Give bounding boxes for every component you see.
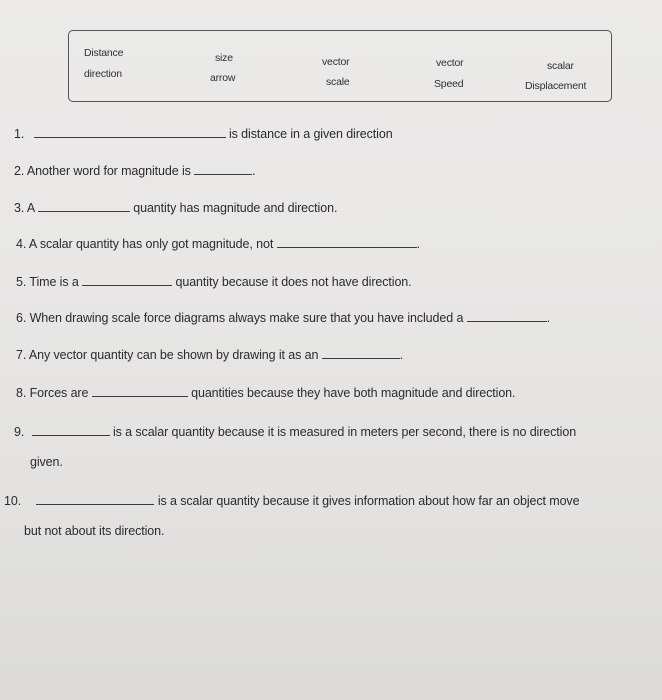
word-bank-word: arrow bbox=[210, 72, 236, 84]
question-9 bbox=[14, 424, 576, 439]
question-number: 9. bbox=[14, 425, 25, 439]
answer-blank[interactable] bbox=[92, 385, 188, 397]
question-number: 5. bbox=[16, 275, 27, 289]
answer-blank[interactable] bbox=[34, 126, 226, 138]
question-9-continuation: given. bbox=[30, 455, 63, 469]
word-bank-word: scalar bbox=[547, 60, 574, 72]
question-text: . bbox=[546, 311, 551, 325]
question-10-continuation: but not about its direction. bbox=[24, 524, 165, 538]
answer-blank[interactable] bbox=[32, 424, 110, 436]
word-bank-word: Speed bbox=[434, 78, 464, 90]
question-number: 7. bbox=[16, 348, 27, 362]
question-4 bbox=[16, 236, 420, 251]
word-bank-word: vector bbox=[436, 57, 464, 69]
question-number: 8. bbox=[16, 386, 27, 400]
word-bank-word: Distance bbox=[84, 47, 124, 59]
question-text: Another word for magnitude is bbox=[26, 164, 191, 178]
question-6 bbox=[16, 310, 550, 325]
question-text: quantities because they have both magnitude and direction. bbox=[191, 386, 516, 400]
question-text: quantity has magnitude and direction. bbox=[133, 201, 338, 215]
question-3 bbox=[14, 200, 337, 215]
question-number: 2. bbox=[14, 164, 25, 178]
answer-blank[interactable] bbox=[38, 200, 130, 212]
answer-blank[interactable] bbox=[467, 310, 547, 322]
question-number: 6. bbox=[16, 311, 27, 325]
question-number: 1. bbox=[14, 127, 25, 141]
question-1 bbox=[14, 126, 393, 141]
word-bank-word: scale bbox=[326, 76, 350, 88]
question-text: . bbox=[416, 237, 420, 251]
question-text: Forces are bbox=[29, 386, 89, 400]
question-text: When drawing scale force diagrams always make sure that you have included a bbox=[29, 311, 464, 325]
answer-blank[interactable] bbox=[36, 493, 154, 505]
question-7 bbox=[16, 347, 403, 362]
question-number: 10. bbox=[4, 494, 22, 508]
question-number: 4. bbox=[16, 237, 27, 251]
question-text: A scalar quantity has only got magnitude, not bbox=[28, 237, 274, 251]
question-text: Any vector quantity can be shown by drawing it as an bbox=[28, 348, 319, 362]
answer-blank[interactable] bbox=[322, 347, 400, 359]
word-bank-word: size bbox=[215, 52, 233, 64]
word-bank-word: Displacement bbox=[525, 80, 587, 92]
question-text: . bbox=[252, 164, 256, 178]
question-10 bbox=[4, 493, 579, 508]
question-text: . bbox=[399, 348, 404, 362]
question-5 bbox=[16, 274, 412, 289]
question-text: quantity because it does not have direction. bbox=[175, 275, 412, 289]
question-8 bbox=[16, 385, 515, 400]
word-bank-word: vector bbox=[322, 56, 350, 68]
answer-blank[interactable] bbox=[194, 163, 252, 175]
question-2 bbox=[14, 163, 256, 178]
answer-blank[interactable] bbox=[277, 236, 417, 248]
question-text: Time is a bbox=[29, 275, 79, 289]
question-text: is a scalar quantity because it is measured in meters per second, there is no direction bbox=[112, 425, 577, 439]
word-bank-word: direction bbox=[84, 68, 122, 80]
answer-blank[interactable] bbox=[82, 274, 172, 286]
question-text: is a scalar quantity because it gives information about how far an object move bbox=[157, 494, 580, 508]
question-text: A bbox=[26, 201, 35, 215]
question-text: is distance in a given direction bbox=[228, 127, 393, 141]
question-number: 3. bbox=[14, 201, 25, 215]
